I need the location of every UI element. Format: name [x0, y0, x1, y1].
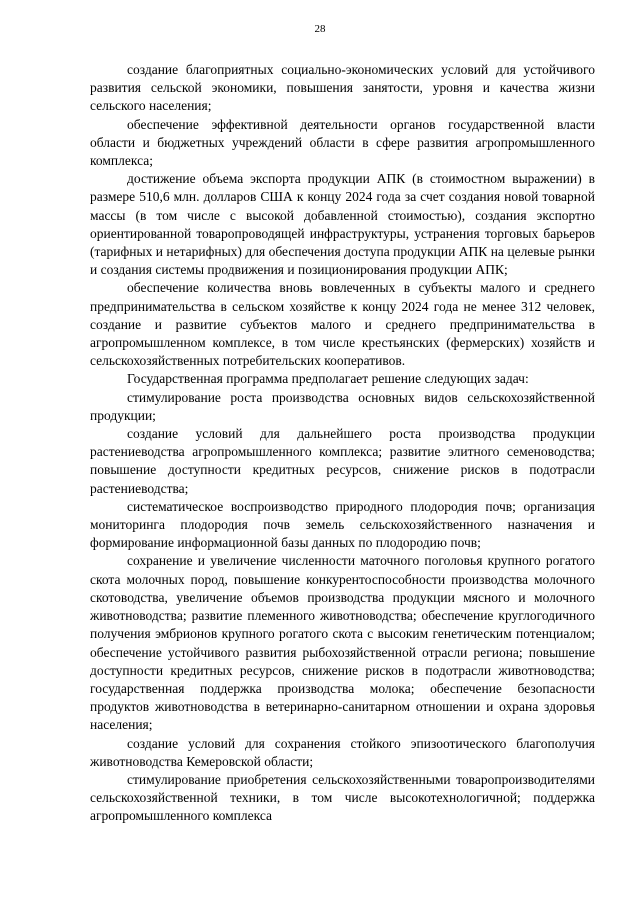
paragraph: стимулирование приобретения сельскохозяйственными товаропроизводителями сельскохозяйственной техники, в том числе высокотехнологичной; поддержка агропромышленного комплекса [90, 771, 595, 824]
paragraph: создание условий для сохранения стойкого эпизоотического благополучия животноводства Кемеровской области; [90, 735, 595, 769]
paragraph: обеспечение количества вновь вовлеченных в субъекты малого и среднего предпринимательства в сельском хозяйстве к концу 2024 года не менее 312 человек, создание и развитие субъектов малого и среднего предпринимательства в агропромышленном комплексе, в том числе крестьянских (фермерских) хозяйств и сельскохозяйственных потребительских кооперативов. [90, 280, 595, 369]
paragraph: стимулирование роста производства основных видов сельскохозяйственной продукции; [90, 389, 595, 423]
paragraph: достижение объема экспорта продукции АПК (в стоимостном выражении) в размере 510,6 млн. долларов США к концу 2024 года за счет создания новой товарной массы (в том числе с высокой добавленной стоимостью), создания экспортно ориентированной товаропроводящей инфраструктуры, устранения торговых барьеров (тарифных и нетарифных) для обеспечения доступа продукции АПК на целевые рынки и создания системы продвижения и позиционирования продукции АПК; [90, 171, 595, 278]
document-body [90, 61, 595, 826]
paragraph: обеспечение эффективной деятельности органов государственной власти области и бюджетных учреждений области в сфере развития агропромышленного комплекса; [90, 116, 595, 169]
paragraph: создание условий для дальнейшего роста производства продукции растениеводства агропромышленного комплекса; развитие элитного семеноводства; повышение доступности кредитных ресурсов, снижение рисков в подотрасли растениеводства; [90, 426, 595, 496]
paragraph: сохранение и увеличение численности маточного поголовья крупного рогатого скота молочных пород, повышение конкурентоспособности производства молочного скотоводства, увеличение объемов производства продукции мясного и молочного животноводства; развитие племенного животноводства; обеспечение круглогодичного получения эмбрионов крупного рогатого скота с высоким генетическим потенциалом; обеспечение устойчивого развития рыбохозяйственной отрасли региона; повышение доступности кредитных ресурсов, снижение рисков в подотрасли животноводства; государственная поддержка производства молока; обеспечение безопасности продуктов животноводства в ветеринарно-санитарном отношении и охрана здоровья населения; [90, 553, 595, 733]
paragraph: создание благоприятных социально-экономических условий для устойчивого развития сельской экономики, повышения занятости, уровня и качества жизни сельского населения; [90, 62, 595, 114]
paragraph: Государственная программа предполагает решение следующих задач: [127, 371, 529, 387]
paragraph: систематическое воспроизводство природного плодородия почв; организация мониторинга плодородия почв земель сельскохозяйственного назначения и формирование информационной базы данных по плодородию почв; [90, 498, 595, 551]
page-number: 28 [314, 23, 326, 35]
